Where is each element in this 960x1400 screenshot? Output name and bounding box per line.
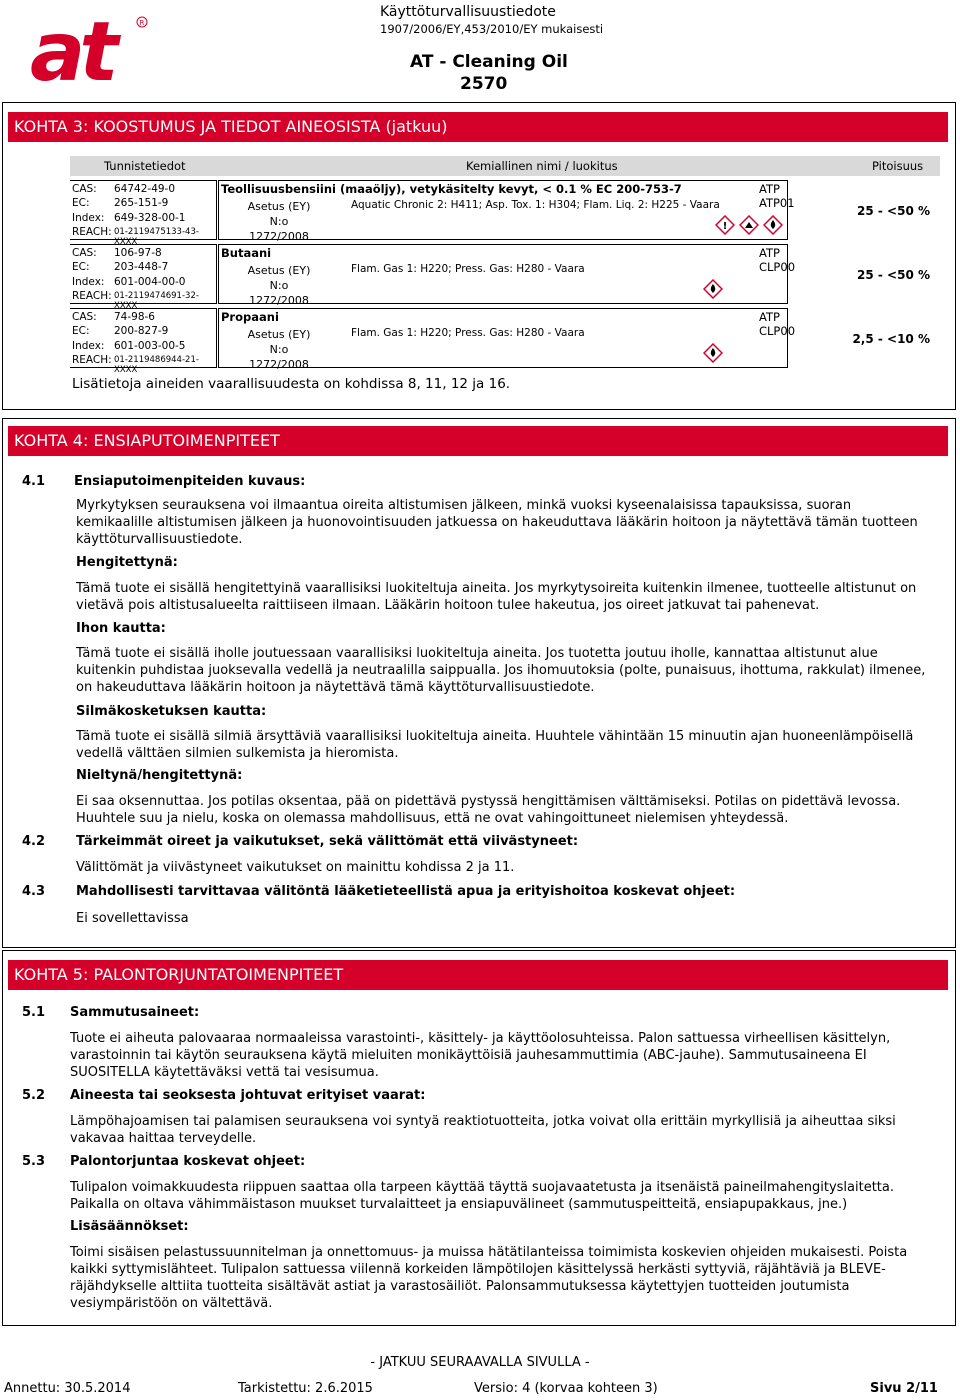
regulation-note <box>243 263 315 308</box>
exclamation-icon <box>715 215 735 235</box>
ec-value: 200-827-9 <box>114 325 169 337</box>
flame-icon <box>763 215 783 235</box>
environment-icon <box>739 215 759 235</box>
subsection-number: 5.1 <box>22 1005 46 1020</box>
subsection-title: Aineesta tai seoksesta johtuvat erityiset vaarat: <box>70 1088 426 1103</box>
atp-code: ATP ATP01 <box>759 182 795 210</box>
eye-title: Silmäkosketuksen kautta: <box>76 704 267 719</box>
version-info: Versio: 4 (korvaa kohteen 3) <box>474 1381 658 1396</box>
cas-label: CAS: <box>72 247 97 259</box>
reach-label: REACH: <box>72 290 112 302</box>
ec-label: EC: <box>72 261 90 273</box>
svg-text:R: R <box>139 19 145 27</box>
checked-date: Tarkistettu: 2.6.2015 <box>238 1381 373 1396</box>
cas-value: 74-98-6 <box>114 311 155 323</box>
subsection-number: 4.2 <box>22 834 46 849</box>
subsection-title: Mahdollisesti tarvittavaa välitöntä lääketieteellistä apua ja erityishoitoa koskevat ohjeet: <box>76 884 736 899</box>
regulation-line-2: 1272/2008 <box>249 358 309 371</box>
document-title: Käyttöturvallisuustiedote <box>380 4 556 20</box>
ident-box-2 <box>70 244 217 311</box>
chem-box-2 <box>218 244 796 307</box>
col-header-conc: Pitoisuus <box>872 159 924 173</box>
section-3-title: KOHTA 3: KOOSTUMUS JA TIEDOT AINEOSISTA (jatkuu) <box>14 117 448 136</box>
hazard-classification: Flam. Gas 1: H220; Press. Gas: H280 - Vaara <box>351 327 585 339</box>
section-5-header <box>8 960 948 990</box>
concentration: 2,5 - <10 % <box>852 332 930 346</box>
regulation-line-2: 1272/2008 <box>249 294 309 307</box>
reach-value: 01-2119474691-32-XXXX <box>114 291 199 311</box>
regulation-note <box>243 327 315 372</box>
subsection-number: 5.2 <box>22 1088 46 1103</box>
section-4-title: KOHTA 4: ENSIAPUTOIMENPITEET <box>14 431 280 450</box>
cas-label: CAS: <box>72 183 97 195</box>
ident-box-3 <box>70 308 217 375</box>
first-aid-intro: Myrkytyksen seurauksena voi ilmaantua oireita altistumisen jälkeen, minkä vuoksi kyseenalaisissa tapauksissa, suoran kemikaalille altistumisen jälkeen ja huonovointisuuden jatkuessa on hakeuduttava lääkärin hoitoon ja näytettävä tämän tuotteen käyttöturvallisuustiedote. <box>76 498 918 547</box>
subsection-title: Palontorjuntaa koskevat ohjeet: <box>70 1154 306 1169</box>
additional-provisions-text: Toimi sisäisen pelastussuunnitelman ja onnettomuus- ja muissa hätätilanteissa toimimista koskevien ohjeiden mukaisesti. Poista kaikki syttymislähteet. Tulipalon sattuessa viilennä korkeiden lämpötilojen käsittelyssä herkästi syttyviä, räjähtäviä ja BLEVE-räjähdykselle alttiita tuotteita sisältävät astiat ja varastosäiliöt. Palonsammutuksessa käytettyjen tuotteiden joutumista vesiympäristöön on vältettävä. <box>70 1245 908 1311</box>
ident-box-1 <box>70 180 217 247</box>
product-number: 2570 <box>460 74 508 94</box>
flame-icon <box>703 343 723 363</box>
symptoms-text: Välittömät ja viivästyneet vaikutukset on mainittu kohdissa 2 ja 11. <box>76 860 515 875</box>
svg-text:!: ! <box>722 221 728 232</box>
firefighting-text: Tulipalon voimakkuudesta riippuen saattaa olla tarpeen käyttää täyttä suojavaatetusta ja itsenäistä paineilmahengityslaitetta. Paikalla on oltava vähimmäistason muukset turvalaitteet ja ensiapuvälineet (sammutuspeitteitä, ensiapupakkaus, jne.) <box>70 1180 894 1212</box>
additional-provisions-title: Lisäsäännökset: <box>70 1219 189 1234</box>
index-value: 601-003-00-5 <box>114 340 186 352</box>
concentration: 25 - <50 % <box>857 204 930 218</box>
section-3-header <box>8 112 948 142</box>
inhalation-title: Hengitettynä: <box>76 555 178 570</box>
subsection-number: 4.1 <box>22 474 46 489</box>
section-4-header <box>8 426 948 456</box>
regulation-line-2: 1272/2008 <box>249 230 309 243</box>
chem-box-3 <box>218 308 796 371</box>
index-label: Index: <box>72 340 105 352</box>
cas-label: CAS: <box>72 311 97 323</box>
hazard-classification: Flam. Gas 1: H220; Press. Gas: H280 - Vaara <box>351 263 585 275</box>
skin-text: Tämä tuote ei sisällä iholle joutuessaan vaarallisiksi luokiteltuja aineita. Jos tuotetta joutuu iholle, kannattaa altistunut alue kuitenkin puhdistaa juoksevalla vedellä ja neutraalilla saippualla. Jos ihomuutoksia (polte, punaisuus, ihottuma, rakkulat) ilmenee, on hakeuduttava lääkärin hoitoon ja näytettävä tämä käyttöturvallisuustiedote. <box>76 646 926 695</box>
hazard-classification: Aquatic Chronic 2: H411; Asp. Tox. 1: H304; Flam. Liq. 2: H225 - Vaara <box>351 199 720 211</box>
continue-note: - JATKUU SEURAAVALLA SIVULLA - <box>370 1355 590 1370</box>
medical-attention-text: Ei sovellettavissa <box>76 911 189 926</box>
index-value: 601-004-00-0 <box>114 276 186 288</box>
section-3-note: Lisätietoja aineiden vaarallisuudesta on kohdissa 8, 11, 12 ja 16. <box>72 376 511 392</box>
page-number: Sivu 2/11 <box>870 1381 938 1396</box>
subsection-title: Ensiaputoimenpiteiden kuvaus: <box>74 474 306 489</box>
ec-value: 265-151-9 <box>114 197 169 209</box>
reach-value: 01-2119486944-21-XXXX <box>114 355 199 375</box>
regulation-line-1: Asetus (EY) N:o <box>247 264 311 292</box>
cas-value: 64742-49-0 <box>114 183 176 195</box>
concentration: 25 - <50 % <box>857 268 930 282</box>
composition-table <box>70 156 940 375</box>
skin-title: Ihon kautta: <box>76 621 166 636</box>
ingestion-text: Ei saa oksennuttaa. Jos potilas oksentaa, pää on pidettävä pystyssä hengittämisen välttämiseksi. Potilas on pidettävä levossa. Huuhtele suu ja nielu, koska on olemassa mahdollisuus, että ne ovat vahingoittuneet nielemisen yhteydessä. <box>76 794 901 826</box>
eye-text: Tämä tuote ei sisällä silmiä ärsyttäviä vaarallisiksi luokiteltuja aineita. Huuhtele vähintään 15 minuutin ajan huoneenlämpöisellä vedellä välttäen silmien sulkemista ja hieromista. <box>76 729 914 761</box>
regulation-line-1: Asetus (EY) N:o <box>247 200 311 228</box>
issued-date: Annettu: 30.5.2014 <box>4 1381 131 1396</box>
index-value: 649-328-00-1 <box>114 212 186 224</box>
col-header-name: Kemiallinen nimi / luokitus <box>466 159 618 173</box>
regulation-reference: 1907/2006/EY,453/2010/EY mukaisesti <box>380 22 604 36</box>
chemical-name: Teollisuusbensiini (maaöljy), vetykäsitelty kevyt, < 0.1 % EC 200-753-7 <box>221 182 682 196</box>
product-name: AT - Cleaning Oil <box>410 52 568 72</box>
chemical-name: Butaani <box>221 246 272 260</box>
subsection-number: 5.3 <box>22 1154 46 1169</box>
extinguishing-text: Tuote ei aiheuta palovaaraa normaaleissa varastointi-, käsittely- ja käyttöolosuhteissa. Palon sattuessa virheellisen käsittelyn, varastoinnin tai käytön seurauksena käytä mieluiten monikäyttöisiä jauhesammuttimia (ABC-jauhe). Sammutusaineena EI SUOSITELLA käytettäväksi vettä tai vesisumua. <box>70 1031 891 1080</box>
index-label: Index: <box>72 212 105 224</box>
subsection-title: Sammutusaineet: <box>70 1005 200 1020</box>
company-logo <box>28 14 150 86</box>
special-hazards-text: Lämpöhajoamisen tai palamisen seurauksena voi syntyä reaktiotuotteita, jotka voivat olla erittäin myrkyllisiä ja aiheuttaa siksi vakavaa haittaa terveydelle. <box>70 1114 896 1146</box>
subsection-title: Tärkeimmät oireet ja vaikutukset, sekä välittömät että viivästyneet: <box>76 834 579 849</box>
ingestion-title: Nieltynä/hengitettynä: <box>76 768 243 783</box>
col-header-ident: Tunnistetiedot <box>104 159 186 173</box>
cas-value: 106-97-8 <box>114 247 162 259</box>
reach-label: REACH: <box>72 354 112 366</box>
section-5-title: KOHTA 5: PALONTORJUNTATOIMENPITEET <box>14 965 344 984</box>
svg-text:at: at <box>30 14 113 86</box>
flame-icon <box>703 279 723 299</box>
atp-code: ATP CLP00 <box>759 310 796 338</box>
ec-label: EC: <box>72 197 90 209</box>
ec-label: EC: <box>72 325 90 337</box>
ec-value: 203-448-7 <box>114 261 169 273</box>
chemical-name: Propaani <box>221 310 279 324</box>
table-header-row <box>70 156 940 176</box>
regulation-line-1: Asetus (EY) N:o <box>247 328 311 356</box>
regulation-note <box>243 199 315 244</box>
index-label: Index: <box>72 276 105 288</box>
reach-value: 01-2119475133-43-XXXX <box>114 227 199 247</box>
chem-box-1 <box>218 180 795 243</box>
reach-label: REACH: <box>72 226 112 238</box>
inhalation-text: Tämä tuote ei sisällä hengitettyinä vaarallisiksi luokiteltuja aineita. Jos myrkytysoireita kuitenkin ilmenee, tuotteelle altistunut on vietävä pois altistusalueelta raittiiseen ilmaan. Lääkärin hoitoon tulee hakeutua, jos oireet jatkuvat tai pahenevat. <box>76 581 917 613</box>
subsection-number: 4.3 <box>22 884 46 899</box>
atp-code: ATP CLP00 <box>759 246 796 274</box>
